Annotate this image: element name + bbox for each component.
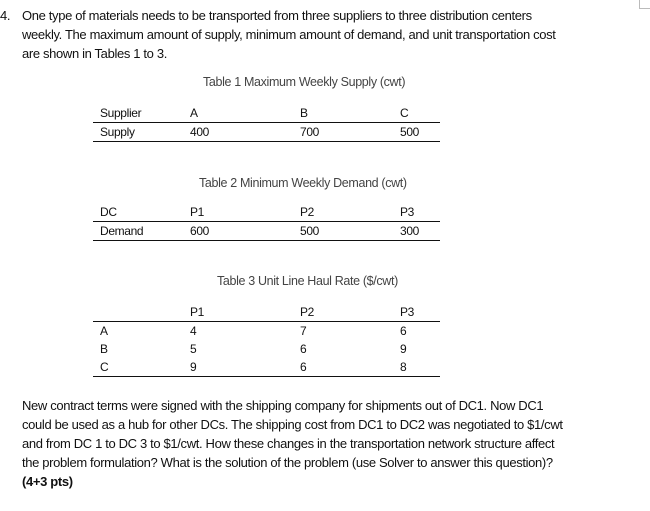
cell: P1	[190, 205, 204, 219]
cell: B	[100, 342, 108, 356]
points-label: (4+3 pts)	[22, 474, 73, 489]
question-intro	[22, 6, 637, 63]
followup-line: could be used as a hub for other DCs. The shipping cost from DC1 to DC2 was negotiated to $1/cwt	[22, 417, 563, 432]
cell: 9	[190, 360, 197, 374]
cell: 6	[400, 324, 407, 338]
followup-line: the problem formulation? What is the solution of the problem (use Solver to answer this question)?	[22, 455, 553, 470]
intro-line: weekly. The maximum amount of supply, minimum amount of demand, and unit transportation cost	[22, 27, 556, 42]
cell: DC	[100, 205, 117, 219]
table1	[93, 104, 440, 142]
cell: P1	[190, 305, 204, 319]
table3-caption: Table 3 Unit Line Haul Rate ($/cwt)	[217, 274, 398, 288]
table1-caption: Table 1 Maximum Weekly Supply (cwt)	[203, 75, 406, 89]
cell: P2	[300, 205, 314, 219]
cell: 6	[300, 342, 307, 356]
table-header	[93, 104, 440, 122]
cell: 9	[400, 342, 407, 356]
cell: C	[100, 360, 109, 374]
cell: 6	[300, 360, 307, 374]
table-row	[93, 122, 440, 141]
cell: Demand	[100, 224, 144, 238]
table-row	[93, 340, 440, 358]
intro-line: are shown in Tables 1 to 3.	[22, 46, 167, 61]
table2-caption: Table 2 Minimum Weekly Demand (cwt)	[199, 176, 407, 190]
cell: 400	[190, 125, 209, 139]
window-corner	[639, 0, 650, 9]
table-header	[93, 303, 440, 321]
cell: 8	[400, 360, 407, 374]
cell: C	[400, 106, 409, 120]
cell: 500	[400, 125, 419, 139]
intro-line: One type of materials needs to be transported from three suppliers to three distribution centers	[22, 8, 532, 23]
cell: P3	[400, 205, 414, 219]
table-row	[93, 221, 440, 240]
followup-line: and from DC 1 to DC 3 to $1/cwt. How these changes in the transportation network structure affect	[22, 436, 555, 451]
cell: A	[190, 106, 198, 120]
cell: 700	[300, 125, 319, 139]
followup-line: New contract terms were signed with the shipping company for shipments out of DC1. Now DC1	[22, 398, 544, 413]
cell: Supplier	[100, 106, 142, 120]
cell: 7	[300, 324, 307, 338]
cell: 600	[190, 224, 209, 238]
table-rule	[93, 376, 440, 377]
table-header	[93, 203, 440, 221]
cell: Supply	[100, 125, 135, 139]
cell: 500	[300, 224, 319, 238]
table-row	[93, 322, 440, 340]
table-rule	[93, 240, 440, 241]
followup-question	[22, 396, 637, 491]
cell: A	[100, 324, 108, 338]
table-row	[93, 358, 440, 376]
cell: B	[300, 106, 308, 120]
cell: P3	[400, 305, 414, 319]
cell: 5	[190, 342, 197, 356]
cell: 4	[190, 324, 197, 338]
cell: P2	[300, 305, 314, 319]
table-rule	[93, 141, 440, 142]
cell: 300	[400, 224, 419, 238]
table3	[93, 303, 440, 377]
table2	[93, 203, 440, 241]
question-number: 4.	[0, 8, 11, 23]
